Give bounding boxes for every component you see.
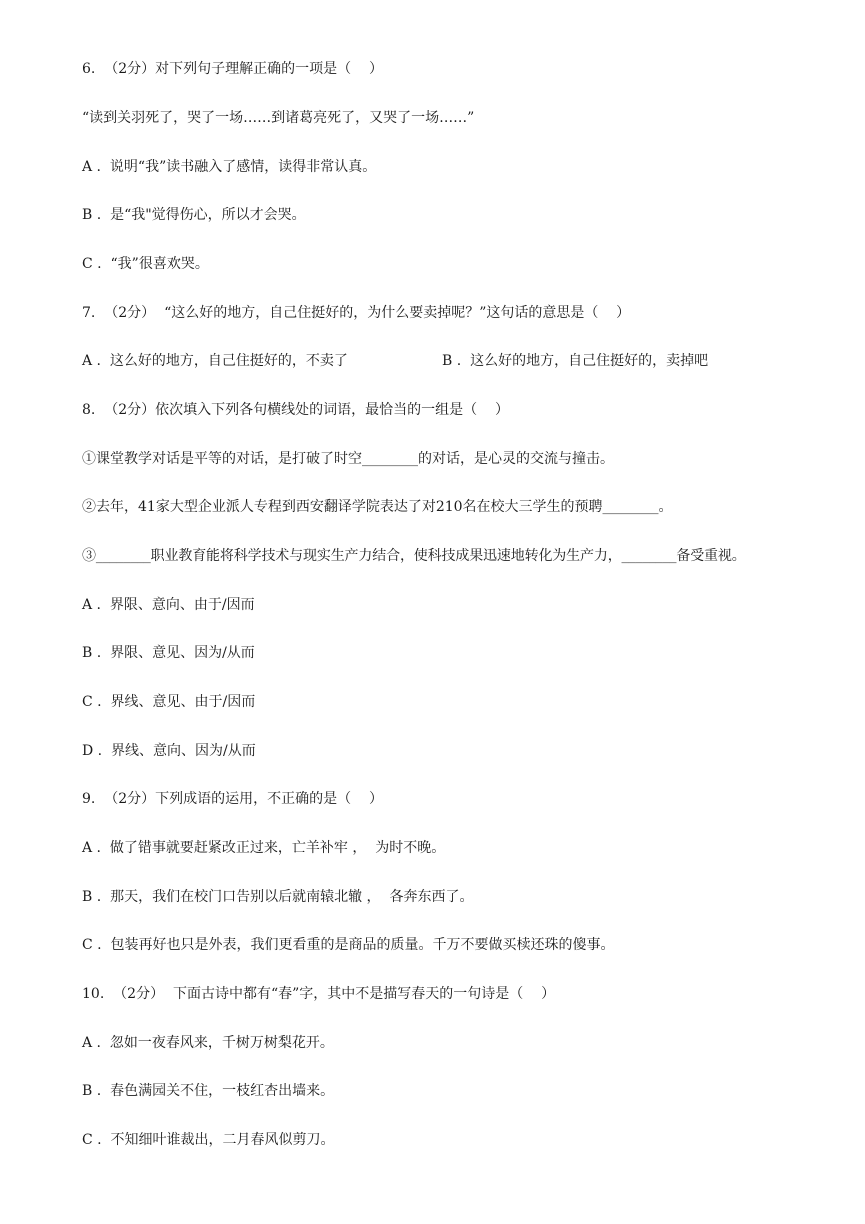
question-10-option-a: A . 忽如一夜春风来，千树万树梨花开。 <box>82 1035 334 1051</box>
question-6-option-a: A . 说明“我”读书融入了感情，读得非常认真。 <box>82 159 377 175</box>
question-9-stem: 9. （2分）下列成语的运用，不正确的是（ ） <box>82 791 383 807</box>
question-8-option-c: C . 界线、意见、由于/因而 <box>82 694 256 710</box>
question-7-option-a: A . 这么好的地方，自己住挺好的，不卖了 <box>82 353 348 369</box>
question-8-sentence-2: ②去年，41家大型企业派人专程到西安翻译学院表达了对210名在校大三学生的预聘________。 <box>82 499 673 515</box>
question-7-option-b: B . 这么好的地方，自己住挺好的，卖掉吧 <box>442 353 709 369</box>
question-10-stem: 10. （2分） 下面古诗中都有“春”字，其中不是描写春天的一句诗是（ ） <box>82 986 556 1002</box>
question-8-option-d: D . 界线、意向、因为/从而 <box>82 743 256 759</box>
question-6-stem: 6. （2分）对下列句子理解正确的一项是（ ） <box>82 61 383 77</box>
question-9-option-c: C . 包装再好也只是外表，我们更看重的是商品的质量。千万不要做买椟还珠的傻事。 <box>82 937 615 953</box>
question-8-option-b: B . 界限、意见、因为/从而 <box>82 645 255 661</box>
question-8-sentence-3: ③________职业教育能将科学技术与现实生产力结合，使科技成果迅速地转化为生产力，________备受重视。 <box>82 548 746 564</box>
question-7-stem: 7. （2分） “这么好的地方，自己住挺好的，为什么要卖掉呢？”这句话的意思是（ ） <box>82 305 631 321</box>
question-9-option-b: B . 那天，我们在校门口告别以后就南辕北辙 ， 各奔东西了。 <box>82 889 474 905</box>
question-9-option-a: A . 做了错事就要赶紧改正过来，亡羊补牢 ， 为时不晚。 <box>82 840 446 856</box>
question-8-stem: 8. （2分）依次填入下列各句横线处的词语，最恰当的一组是（ ） <box>82 402 509 418</box>
question-8-sentence-1: ①课堂教学对话是平等的对话，是打破了时空________的对话，是心灵的交流与撞击。 <box>82 451 614 467</box>
question-8-option-a: A . 界限、意向、由于/因而 <box>82 597 255 613</box>
question-6-option-b: B . 是“我"觉得伤心，所以才会哭。 <box>82 207 306 223</box>
question-6-quote: “读到关羽死了，哭了一场……到诸葛亮死了，又哭了一场……” <box>82 110 475 126</box>
question-10-option-c: C . 不知细叶谁裁出，二月春风似剪刀。 <box>82 1132 335 1148</box>
question-6-option-c: C . “我”很喜欢哭。 <box>82 256 209 272</box>
question-10-option-b: B . 春色满园关不住，一枝红杏出墙来。 <box>82 1083 335 1099</box>
